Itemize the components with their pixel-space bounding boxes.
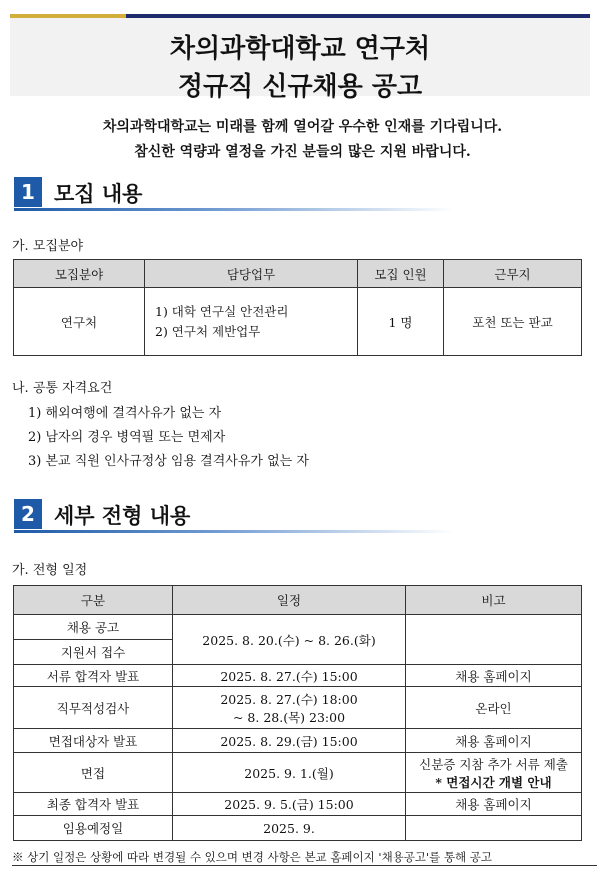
subheading-schedule: 가. 전형 일정: [12, 563, 88, 578]
page-title-line1: 차의과학대학교 연구처: [169, 34, 431, 64]
subheading-recruitment-field: 가. 모집분야: [12, 239, 84, 254]
stage-cell: 서류 합격자 발표: [14, 665, 173, 687]
intro-line1: 차의과학대학교는 미래를 함께 열어갈 우수한 인재를 기다립니다.: [102, 119, 503, 135]
table-row: [14, 687, 582, 729]
date-line: 2025. 8. 27.(수) 18:00: [220, 691, 358, 707]
stage-cell: 지원서 접수: [14, 640, 173, 665]
location-cell: 포천 또는 판교: [444, 288, 582, 356]
section-underline-1: [14, 208, 454, 211]
date-cell: 2025. 9. 5.(금) 15:00: [173, 793, 406, 816]
duty-item: 2) 연구처 제반업무: [155, 323, 261, 339]
note-cell: 채용 홈페이지: [406, 665, 582, 687]
note-cell: [406, 615, 582, 665]
intro-line2: 참신한 역량과 열정을 가진 분들의 많은 지원 바랍니다.: [134, 144, 471, 160]
stage-cell: 직무적성검사: [14, 687, 173, 729]
table-row: [14, 665, 582, 687]
count-cell: 1 명: [358, 288, 444, 356]
note-cell: [406, 816, 582, 841]
table-row: [14, 288, 582, 356]
table-header: 모집 인원: [358, 260, 444, 288]
table-header: 담당업무: [145, 260, 358, 288]
date-line: ~ 8. 28.(목) 23:00: [232, 709, 346, 725]
section-number-1: 1: [14, 177, 42, 207]
table-header: 근무지: [444, 260, 582, 288]
date-cell: 2025. 8. 20.(수) ~ 8. 26.(화): [173, 615, 406, 665]
requirement-item: 3) 본교 직원 인사규정상 임용 결격사유가 없는 자: [28, 454, 309, 469]
subheading-requirements: 나. 공통 자격요건: [12, 381, 113, 396]
date-cell: [173, 687, 406, 729]
requirement-item: 1) 해외여행에 결격사유가 없는 자: [28, 406, 222, 421]
date-cell: 2025. 9. 1.(월): [173, 753, 406, 793]
section-title-1: 모집 내용: [54, 182, 143, 206]
title-box: [10, 18, 590, 102]
note-cell: [406, 753, 582, 793]
duties-cell: [145, 288, 358, 356]
date-cell: 2025. 8. 27.(수) 15:00: [173, 665, 406, 687]
note-line: 신분증 지참 추가 서류 제출: [419, 756, 568, 772]
table-row: [14, 729, 582, 753]
recruitment-table: [13, 259, 582, 356]
section-number-2: 2: [14, 499, 42, 529]
table-row: [14, 615, 582, 640]
table-row: [14, 816, 582, 841]
stage-cell: 면접: [14, 753, 173, 793]
table-row: [14, 753, 582, 793]
table-header-row: [14, 260, 582, 288]
schedule-footnote: ※ 상기 일정은 상황에 따라 변경될 수 있으며 변경 사항은 본교 홈페이지 '채용공고'를 통해 공고: [12, 849, 597, 866]
table-header-row: [14, 586, 582, 615]
note-line: * 면접시간 개별 안내: [435, 774, 552, 790]
note-cell: 채용 홈페이지: [406, 729, 582, 753]
section-title-2: 세부 전형 내용: [54, 504, 191, 528]
date-cell: 2025. 8. 29.(금) 15:00: [173, 729, 406, 753]
duty-item: 1) 대학 연구실 안전관리: [155, 303, 289, 319]
stage-cell: 최종 합격자 발표: [14, 793, 173, 816]
section-underline-2: [14, 530, 454, 533]
note-cell: 온라인: [406, 687, 582, 729]
requirement-item: 2) 남자의 경우 병역필 또는 면제자: [28, 430, 226, 445]
stage-cell: 채용 공고: [14, 615, 173, 640]
title-banner: [10, 14, 590, 102]
table-header: 비고: [406, 586, 582, 615]
note-cell: 채용 홈페이지: [406, 793, 582, 816]
schedule-table: [13, 585, 582, 841]
table-row: [14, 793, 582, 816]
field-cell: 연구처: [14, 288, 145, 356]
date-cell: 2025. 9.: [173, 816, 406, 841]
stage-cell: 면접대상자 발표: [14, 729, 173, 753]
table-header: 구분: [14, 586, 173, 615]
table-header: 일정: [173, 586, 406, 615]
page-title-line2: 정규직 신규채용 공고: [177, 72, 423, 102]
stage-cell: 임용예정일: [14, 816, 173, 841]
table-header: 모집분야: [14, 260, 145, 288]
